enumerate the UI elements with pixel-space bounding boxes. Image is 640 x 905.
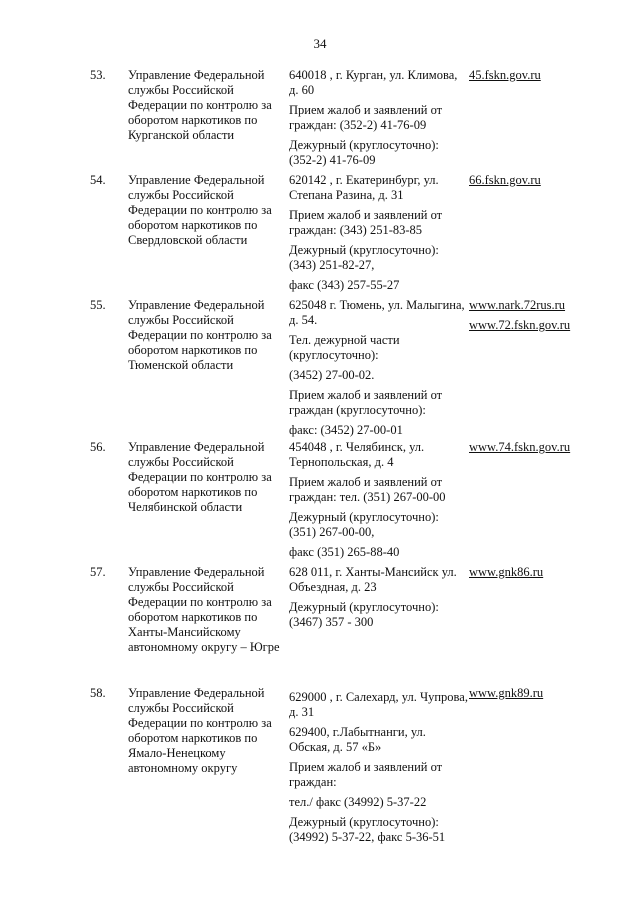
website-cell xyxy=(469,686,634,706)
address-line: (3452) 27-00-02. xyxy=(289,368,375,382)
address-line: факс (343) 257-55-27 xyxy=(289,278,400,292)
website-link[interactable]: www.72.fskn.gov.ru xyxy=(469,318,571,332)
contact-details xyxy=(289,68,469,173)
organization-name: Управление Федеральной службы Российской Федерации по контролю за оборотом наркотиков по Свердловской области xyxy=(128,173,272,247)
address-line: 640018 , г. Курган, ул. Климова, д. 60 xyxy=(289,68,458,97)
website-link[interactable]: www.74.fskn.gov.ru xyxy=(469,440,571,454)
address-line: факс: (3452) 27-00-01 xyxy=(289,423,403,437)
website-cell xyxy=(469,68,634,88)
address-line: Прием жалоб и заявлений от граждан: (343) 251-83-85 xyxy=(289,208,443,237)
contact-details xyxy=(289,440,469,565)
website-cell xyxy=(469,565,634,585)
address-line: Дежурный (круглосуточно): (34992) 5-37-22, факс 5-36-51 xyxy=(289,815,446,844)
address-line: 629400, г.Лабытнанги, ул. Обская, д. 57 «Б» xyxy=(289,725,426,754)
contact-details xyxy=(289,690,469,850)
page-number: 34 xyxy=(313,36,327,51)
address-line: тел./ факс (34992) 5-37-22 xyxy=(289,795,427,809)
website-link[interactable]: 45.fskn.gov.ru xyxy=(469,68,541,82)
website-cell xyxy=(469,298,634,338)
entry-number: 58. xyxy=(90,686,106,700)
entry-number: 57. xyxy=(90,565,106,579)
address-line: 625048 г. Тюмень, ул. Малыгина, д. 54. xyxy=(289,298,465,327)
address-line: Прием жалоб и заявлений от граждан: xyxy=(289,760,443,789)
address-line: Дежурный (круглосуточно): (343) 251-82-27, xyxy=(289,243,439,272)
entry-number: 55. xyxy=(90,298,106,312)
website-link[interactable]: www.gnk86.ru xyxy=(469,565,544,579)
address-line: Дежурный (круглосуточно): (351) 267-00-00, xyxy=(289,510,439,539)
entry-number: 53. xyxy=(90,68,106,82)
organization-name: Управление Федеральной службы Российской Федерации по контролю за оборотом наркотиков по Курганской области xyxy=(128,68,272,142)
address-line: 454048 , г. Челябинск, ул. Тернопольская, д. 4 xyxy=(289,440,425,469)
address-line: 620142 , г. Екатеринбург, ул. Степана Разина, д. 31 xyxy=(289,173,439,202)
address-line: Дежурный (круглосуточно): (3467) 357 - 300 xyxy=(289,600,439,629)
website-cell xyxy=(469,440,634,460)
organization-name: Управление Федеральной службы Российской Федерации по контролю за оборотом наркотиков по Ямало-Ненецкому автономному округу xyxy=(128,686,272,775)
address-line: Тел. дежурной части (круглосуточно): xyxy=(289,333,400,362)
entry-number: 56. xyxy=(90,440,106,454)
address-line: 628 011, г. Ханты-Мансийск ул. Объездная, д. 23 xyxy=(289,565,457,594)
website-link[interactable]: www.gnk89.ru xyxy=(469,686,544,700)
website-link[interactable]: www.nark.72rus.ru xyxy=(469,298,566,312)
address-line: 629000 , г. Салехард, ул. Чупрова, д. 31 xyxy=(289,690,468,719)
organization-name: Управление Федеральной службы Российской Федерации по контролю за оборотом наркотиков по Челябинской области xyxy=(128,440,272,514)
organization-name: Управление Федеральной службы Российской Федерации по контролю за оборотом наркотиков по Тюменской области xyxy=(128,298,272,372)
contact-details xyxy=(289,173,469,298)
contact-details xyxy=(289,298,469,443)
address-line: Прием жалоб и заявлений от граждан: (352-2) 41-76-09 xyxy=(289,103,443,132)
contact-details xyxy=(289,565,469,635)
address-line: Дежурный (круглосуточно): (352-2) 41-76-09 xyxy=(289,138,439,167)
address-line: Прием жалоб и заявлений от граждан: тел. (351) 267-00-00 xyxy=(289,475,446,504)
website-link[interactable]: 66.fskn.gov.ru xyxy=(469,173,541,187)
address-line: факс (351) 265-88-40 xyxy=(289,545,400,559)
address-line: Прием жалоб и заявлений от граждан (круглосуточно): xyxy=(289,388,443,417)
entry-number: 54. xyxy=(90,173,106,187)
website-cell xyxy=(469,173,634,193)
organization-name: Управление Федеральной службы Российской Федерации по контролю за оборотом наркотиков по Ханты-Мансийскому автономному округу – Югре xyxy=(128,565,280,654)
